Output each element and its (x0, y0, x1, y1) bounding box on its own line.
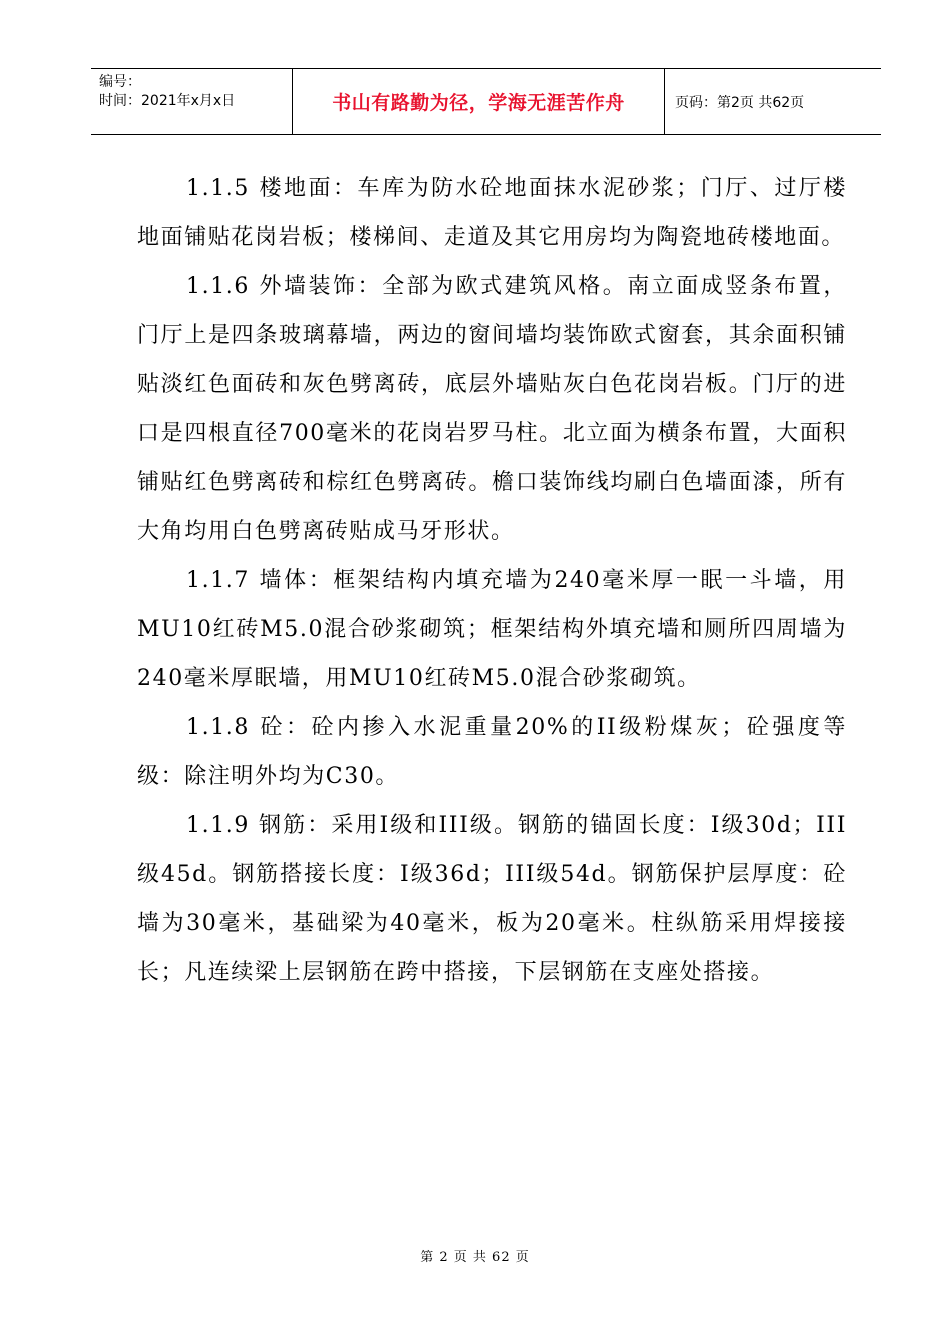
header-motto: 书山有路勤为径，学海无涯苦作舟 (293, 69, 665, 134)
paragraph-1-1-6: 1.1.6 外墙装饰：全部为欧式建筑风格。南立面成竖条布置，门厅上是四条玻璃幕墙，两边的窗间墙均装饰欧式窗套，其余面积铺贴淡红色面砖和灰色劈离砖，底层外墙贴灰白色花岗岩板。门厅的进口是四根直径700毫米的花岗岩罗马柱。北立面为横条布置，大面积铺贴红色劈离砖和棕红色劈离砖。檐口装饰线均刷白色墙面漆，所有大角均用白色劈离砖贴成马牙形状。 (137, 274, 847, 544)
paragraph-1-1-5: 1.1.5 楼地面：车库为防水砼地面抹水泥砂浆；门厅、过厅楼地面铺贴花岗岩板；楼梯间、走道及其它用房均为陶瓷地砖楼地面。 (137, 176, 847, 250)
time-label: 时间：2021年x月x日 (99, 93, 236, 109)
document-body (137, 164, 847, 997)
paragraph-1-1-7: 1.1.7 墙体：框架结构内填充墙为240毫米厚一眠一斗墙，用MU10红砖M5.0混合砂浆砌筑；框架结构外填充墙和厕所四周墙为240毫米厚眠墙，用MU10红砖M5.0混合砂浆砌筑。 (137, 568, 847, 691)
header-meta (91, 69, 293, 134)
paragraph-1-1-9: 1.1.9 钢筋：采用I级和III级。钢筋的锚固长度：I级30d；III级45d。钢筋搭接长度：I级36d；III级54d。钢筋保护层厚度：砼墙为30毫米，基础梁为40毫米，板为20毫米。柱纵筋采用焊接接长；凡连续梁上层钢筋在跨中搭接，下层钢筋在支座处搭接。 (137, 813, 847, 985)
header-page-info: 页码：第2页 共62页 (675, 94, 805, 111)
page-footer: 第 2 页 共 62 页 (420, 1250, 530, 1265)
page-header (91, 68, 881, 135)
paragraph-1-1-8: 1.1.8 砼：砼内掺入水泥重量20%的II级粉煤灰；砼强度等级：除注明外均为C30。 (137, 715, 847, 789)
number-label: 编号： (99, 74, 141, 90)
